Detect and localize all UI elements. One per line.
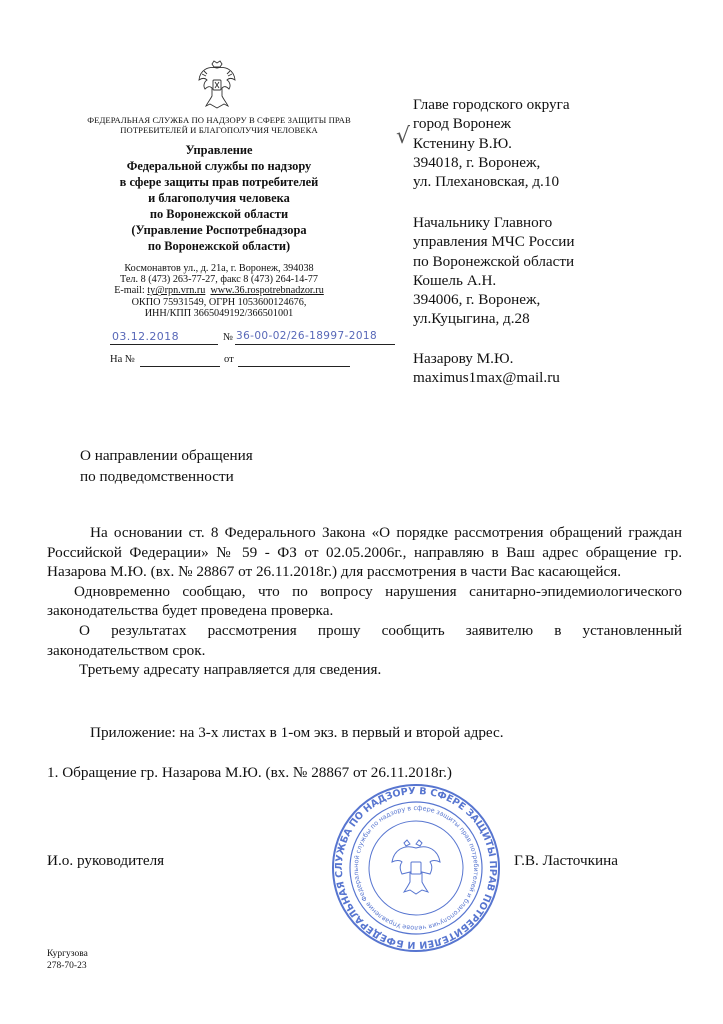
ref-date-underline	[238, 366, 350, 367]
body-paragraph: О результатах рассмотрения прошу сообщить заявителю в установленный законодательством срок.	[47, 621, 682, 659]
addressee-line: Назарову М.Ю.	[413, 350, 514, 367]
office-line: и благополучия человека	[148, 191, 290, 205]
agency-line-1: ФЕДЕРАЛЬНАЯ СЛУЖБА ПО НАДЗОРУ В СФЕРЕ ЗАЩИТЫ ПРАВ	[87, 115, 351, 125]
body-paragraph: На основании ст. 8 Федерального Закона «О порядке рассмотрения обращений граждан Российской Федерации» № 59 - ФЗ от 02.05.2006г., направляю в Ваш адрес обращение гр. Назарова М.Ю. (вх. № 28867 от 26.11.2018г.) для рассмотрения в части Вас касающейся.	[47, 524, 682, 581]
ref-number-label: На №	[110, 354, 135, 365]
signatory-title: И.о. руководителя	[47, 852, 165, 869]
addressee-line: 394018, г. Воронеж,	[413, 153, 541, 171]
address-line: Космонавтов ул., д. 21а, г. Воронеж, 394038	[124, 263, 314, 274]
okpo-ogrn-line: ОКПО 75931549, ОГРН 1053600124676,	[131, 296, 307, 308]
ref-number-underline	[140, 366, 220, 367]
reg-number-label: №	[223, 332, 234, 343]
addressee-line: ул. Плехановская, д.10	[413, 173, 560, 191]
ref-date-label: от	[224, 354, 234, 365]
addressee-line: управления МЧС России	[413, 233, 575, 251]
phone-line: Тел. 8 (473) 263-77-27, факс 8 (473) 264-14-77	[120, 274, 318, 286]
addressee-line: Главе городского округа	[413, 96, 570, 113]
website-link[interactable]: www.36.rospotrebnadzor.ru	[210, 285, 324, 297]
date-underline	[110, 344, 218, 345]
subject	[80, 445, 253, 487]
agency-header	[78, 115, 360, 135]
inn-kpp-line: ИНН/КПП 3665049192/366501001	[144, 307, 294, 319]
addressee-line: по Воронежской области	[413, 252, 575, 270]
attachment-item: 1. Обращение гр. Назарова М.Ю. (вх. № 28867 от 26.11.2018г.)	[47, 764, 452, 781]
addressee-line: Начальнику Главного	[413, 214, 553, 231]
letter-body	[47, 523, 682, 680]
office-line: в сфере защиты прав потребителей	[119, 175, 319, 189]
subject-line: по подведомственности	[80, 468, 234, 485]
addressee-line: город Воронеж	[413, 115, 511, 133]
office-line: (Управление Роспотребнадзора	[131, 223, 307, 237]
number-underline	[235, 344, 395, 345]
email-line	[78, 285, 360, 296]
addressee-line: ул.Куцыгина, д.28	[413, 310, 530, 328]
office-line: Управление	[185, 143, 253, 157]
attachment-note: Приложение: на 3-х листах в 1-ом экз. в первый и второй адрес.	[90, 724, 504, 741]
coat-of-arms-icon	[196, 60, 238, 110]
addressee-2	[413, 213, 713, 329]
reference-row	[110, 354, 410, 370]
addressee-1	[413, 95, 713, 191]
addressee-3	[413, 349, 713, 388]
body-paragraph: Одновременно сообщаю, что по вопросу нарушения санитарно-эпидемиологического законодательства будет проведена проверка.	[47, 582, 682, 620]
registration-row	[110, 330, 410, 348]
addressee-line: Кошель А.Н.	[413, 271, 497, 289]
registration-date: 03.12.2018	[112, 330, 179, 343]
svg-text:Управление Федеральной службы: Управление Федеральной службы по надзору в сфере защиты прав потребителей и благополучия человека	[351, 803, 481, 933]
office-name-block	[78, 142, 360, 254]
office-line: по Воронежской области	[149, 207, 289, 221]
email-label: E-mail:	[114, 285, 148, 297]
subject-line: О направлении обращения	[80, 447, 253, 464]
executor-info	[47, 948, 88, 972]
addressee-line: Кстенину В.Ю.	[413, 134, 512, 152]
contacts-block	[78, 263, 360, 319]
svg-text:ФЕДЕРАЛЬНАЯ СЛУЖБА ПО НАДЗОРУ: ФЕДЕРАЛЬНАЯ СЛУЖБА ПО НАДЗОРУ В СФЕРЕ ЗАЩИТЫ ПРАВ ПОТРЕБИТЕЛЕЙ И БЛАГОПОЛУЧИЯ	[333, 785, 499, 951]
body-paragraph: Третьему адресату направляется для сведения.	[79, 661, 382, 679]
official-seal-icon	[330, 782, 502, 954]
registration-number: 36-00-02/26-18997-2018	[236, 330, 378, 342]
check-mark-icon: √	[396, 124, 411, 149]
signatory-name: Г.В. Ласточкина	[514, 852, 619, 869]
office-line: Федеральной службы по надзору	[126, 159, 312, 173]
executor-name: Кургузова	[47, 949, 88, 959]
email-link[interactable]: ty@rpn.vrn.ru	[147, 285, 206, 297]
agency-line-2: ПОТРЕБИТЕЛЕЙ И БЛАГОПОЛУЧИЯ ЧЕЛОВЕКА	[120, 125, 318, 135]
office-line: по Воронежской области)	[147, 239, 291, 253]
executor-phone: 278-70-23	[47, 961, 87, 971]
addressee-line: 394006, г. Воронеж,	[413, 291, 541, 309]
addressee-email[interactable]: maximus1max@mail.ru	[413, 369, 560, 387]
